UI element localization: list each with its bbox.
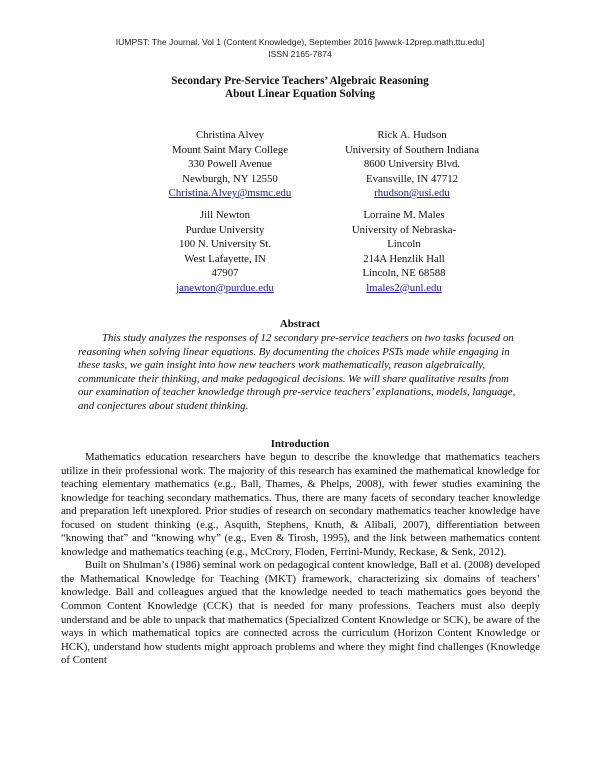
author-name: Christina Alvey [195,129,265,141]
author-block-2 [322,128,502,201]
abstract-heading: Abstract [279,318,321,330]
journal-header-line: IUMPST: The Journal. Vol 1 (Content Knowledge), September 2016 [www.k-12prep.math.ttu.edu] [115,37,485,47]
abstract-text: This study analyzes the responses of 12 secondary pre-service teachers on two tasks focused on reasoning when solving linear equations. By documenting the choices PSTs made while engaging in these tasks, we gain insight into how new teachers work mathematically, reason algebraically, communicate their thinking, and make pedagogical decisions. We will share qualitative results from our examination of teacher knowledge through pre-service teachers’ explanations, models, language, and conjectures about student thinking. [78,332,516,412]
author-email-link[interactable]: lmales2@unl.edu [366,281,442,294]
title-line-2: About Linear Equation Solving [225,88,375,100]
author-affiliation: Purdue University [185,223,265,236]
author-address: 330 Powell Avenue [188,158,272,170]
introduction-paragraph-1: Mathematics education researchers have begun to describe the knowledge that mathematics teachers utilize in their professional work. The majority of this research has examined the mathematical knowledge for teaching elementary mathematics (e.g., Ball, Thames, & Phelps, 2008), with fewer studies examining the knowledge for teaching secondary mathematics. Thus, there are many facets of secondary teacher knowledge and preparation left unexplored. Prior studies of research on secondary mathematics teacher knowledge have focused on student thinking (e.g., Asquith, Stephens, Knuth, & Alibali, 2007), differentiation between “knowing that” and “knowing why” (e.g., Even & Tirosh, 1995), and the link between mathematics content knowledge and mathematics teaching (e.g., McCrory, Floden, Ferrini-Mundy, Reckase, & Senk, 2012). [61,451,540,558]
author-block-1 [140,128,320,201]
introduction-heading: Introduction [270,438,330,450]
author-affiliation: Lincoln [387,238,421,250]
author-address: 47907 [211,267,239,279]
author-affiliation: University of Southern Indiana [344,143,480,156]
issn-line: ISSN 2165-7874 [268,49,332,59]
author-affiliation: University of Nebraska- [351,223,457,236]
author-address: Lincoln, NE 68588 [362,267,446,279]
author-address: 100 N. University St. [178,238,272,250]
author-address: 8600 University Blvd. [363,158,461,170]
author-name: Rick A. Hudson [377,129,447,141]
author-name: Lorraine M. Males [363,209,445,221]
author-address: Evansville, IN 47712 [365,172,459,185]
author-email-link[interactable]: Christina.Alvey@msmc.edu [168,187,292,199]
title-line-1: Secondary Pre-Service Teachers’ Algebraic Reasoning [171,75,429,87]
introduction-paragraph-2: Built on Shulman’s (1986) seminal work on pedagogical content knowledge, Ball et al. (2008) developed the Mathematical Knowledge for Teaching (MKT) framework, characterizing six domains of teachers’ knowledge. Ball and colleagues argued that the knowledge needed to teach mathematics goes beyond the Common Content Knowledge (CCK) that is needed for many professions. Teachers must also deeply understand and be able to unpack that mathematics (Specialized Content Knowledge or SCK), be aware of the ways in which mathematical topics are connected across the curriculum (Horizon Content Knowledge or HCK), understand how students might approach problems and where they might find challenges (Knowledge of Content [61,559,540,667]
author-address: 214A Henzlik Hall [363,252,445,265]
paper-title [0,75,600,101]
journal-header [0,36,600,60]
author-affiliation: Mount Saint Mary College [171,143,289,156]
author-name: Jill Newton [199,209,251,221]
author-email-link[interactable]: janewton@purdue.edu [176,281,274,294]
author-email-link[interactable]: rhudson@usi.edu [374,187,450,199]
author-block-4 [334,208,474,295]
introduction-body [61,451,540,668]
author-address: Newburgh, NY 12550 [182,172,278,185]
author-address: West Lafayette, IN [184,252,266,265]
author-block-3 [150,208,300,295]
